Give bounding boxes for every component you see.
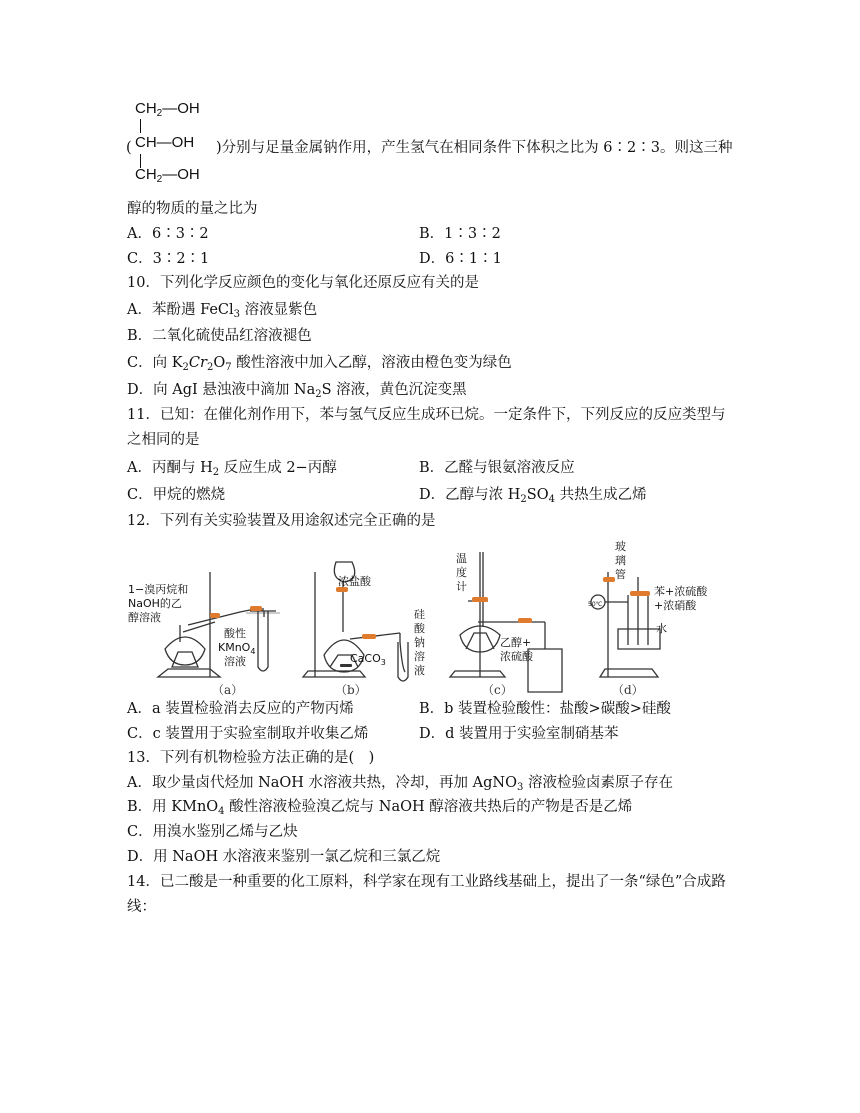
label-d-2: 璃 xyxy=(615,554,626,567)
q13-option-c: C．用溴水鉴别乙烯与乙炔 xyxy=(127,824,298,840)
caption-a: （a） xyxy=(212,683,244,697)
q12-stem: 12．下列有关实验装置及用途叙述完全正确的是 xyxy=(127,513,436,529)
apparatus-d xyxy=(591,572,660,677)
q9-option-d: D．6∶1∶1 xyxy=(419,251,502,267)
caption-b: （b） xyxy=(335,683,367,697)
q10-option-d: D．向 AgI 悬浊液中滴加 $Na_2S$ 溶液，黄色沉淀变黑 xyxy=(127,382,467,400)
label-d-4: 苯+浓硫酸 xyxy=(654,585,708,598)
label-b-4: 酸 xyxy=(414,622,425,635)
q9-option-b: B．1∶3∶2 xyxy=(419,226,501,242)
label-b-7: 液 xyxy=(414,664,425,677)
label-a-1: 1−溴丙烷和 xyxy=(128,583,189,596)
label-d-6: 水 xyxy=(656,622,667,635)
label-d-1: 玻 xyxy=(615,540,626,553)
q9-option-c: C．3∶2∶1 xyxy=(127,251,210,267)
q9-stem: )分别与足量金属钠作用，产生氢气在相同条件下体积之比为 6∶2∶3。则这三种 xyxy=(216,140,733,156)
q11-option-c: C．甲烷的燃烧 xyxy=(127,487,226,503)
label-a-5: KMnO$_4$ xyxy=(218,641,256,656)
q13-option-b: B．用 KMnO$_4$ 酸性溶液检验溴乙烷与 NaOH 醇溶液共热后的产物是否是乙烯 xyxy=(127,799,633,817)
q11-option-a: A．丙酮与 $H_2$ 反应生成 2−丙醇 xyxy=(127,460,337,478)
q9-paren: ( xyxy=(126,140,132,156)
label-c-3: 计 xyxy=(456,580,467,593)
q10-stem: 10．下列化学反应颜色的变化与氧化还原反应有关的是 xyxy=(127,275,479,291)
label-b-3: 硅 xyxy=(414,608,425,621)
label-c-4: 乙醇+ xyxy=(500,636,532,649)
label-b-1: 浓盐酸 xyxy=(338,575,371,588)
label-b-2: CaCO$_3$ xyxy=(350,652,386,667)
q9-option-a: A．6∶3∶2 xyxy=(127,226,209,242)
q10-option-c: C．向 $K_2Cr_2O_7$ 酸性溶液中加入乙醇，溶液由橙色变为绿色 xyxy=(127,355,512,373)
label-d-5: +浓硝酸 xyxy=(654,599,697,612)
q11-option-d: D．乙醇与浓 $H_2SO_4$ 共热生成乙烯 xyxy=(419,487,647,505)
q11-stem-2: 之相同的是 xyxy=(127,432,200,448)
q9-stem-2: 醇的物质的量之比为 xyxy=(127,201,258,217)
label-c-5: 浓硫酸 xyxy=(500,650,533,663)
q10-option-a: A．苯酚遇 FeCl$_3$ 溶液显紫色 xyxy=(127,302,318,320)
label-c-1: 温 xyxy=(456,552,467,565)
q14-stem-2: 线： xyxy=(127,899,156,915)
label-a-6: 溶液 xyxy=(224,655,246,668)
q12-option-c: C．c 装置用于实验室制取并收集乙烯 xyxy=(127,726,369,742)
q13-stem: 13．下列有机物检验方法正确的是( ) xyxy=(127,750,375,766)
label-b-6: 溶 xyxy=(414,650,425,663)
label-a-2: NaOH的乙 xyxy=(128,597,182,610)
q13-option-a: A．取少量卤代烃加 NaOH 水溶液共热，冷却，再加 AgNO$_3$ 溶液检验卤素原子存在 xyxy=(127,775,673,793)
label-a-4: 酸性 xyxy=(224,627,246,640)
q11-stem: 11．已知：在催化剂作用下，苯与氢气反应生成环已烷。一定条件下，下列反应的反应类型与 xyxy=(127,407,726,423)
q12-option-d: D．d 装置用于实验室制硝基苯 xyxy=(419,726,619,742)
q13-option-d: D．用 NaOH 水溶液来鉴别一氯乙烷和三氯乙烷 xyxy=(127,849,441,865)
label-c-2: 度 xyxy=(456,566,467,579)
caption-d: （d） xyxy=(612,683,644,697)
q10-option-b: B．二氧化硫使品红溶液褪色 xyxy=(127,328,312,344)
label-d-3: 管 xyxy=(615,568,626,581)
label-d-7: 50℃ xyxy=(588,601,603,608)
caption-c: （c） xyxy=(482,683,513,697)
q12-option-b: B．b 装置检验酸性：盐酸>碳酸>硅酸 xyxy=(419,701,671,717)
q12-option-a: A．a 装置检验消去反应的产物丙烯 xyxy=(127,701,354,717)
q11-option-b: B．乙醛与银氨溶液反应 xyxy=(419,460,575,476)
q14-stem: 14．已二酸是一种重要的化工原料，科学家在现有工业路线基础上，提出了一条“绿色”合成路 xyxy=(127,874,726,890)
label-b-5: 钠 xyxy=(414,636,425,649)
label-a-3: 醇溶液 xyxy=(128,611,161,624)
